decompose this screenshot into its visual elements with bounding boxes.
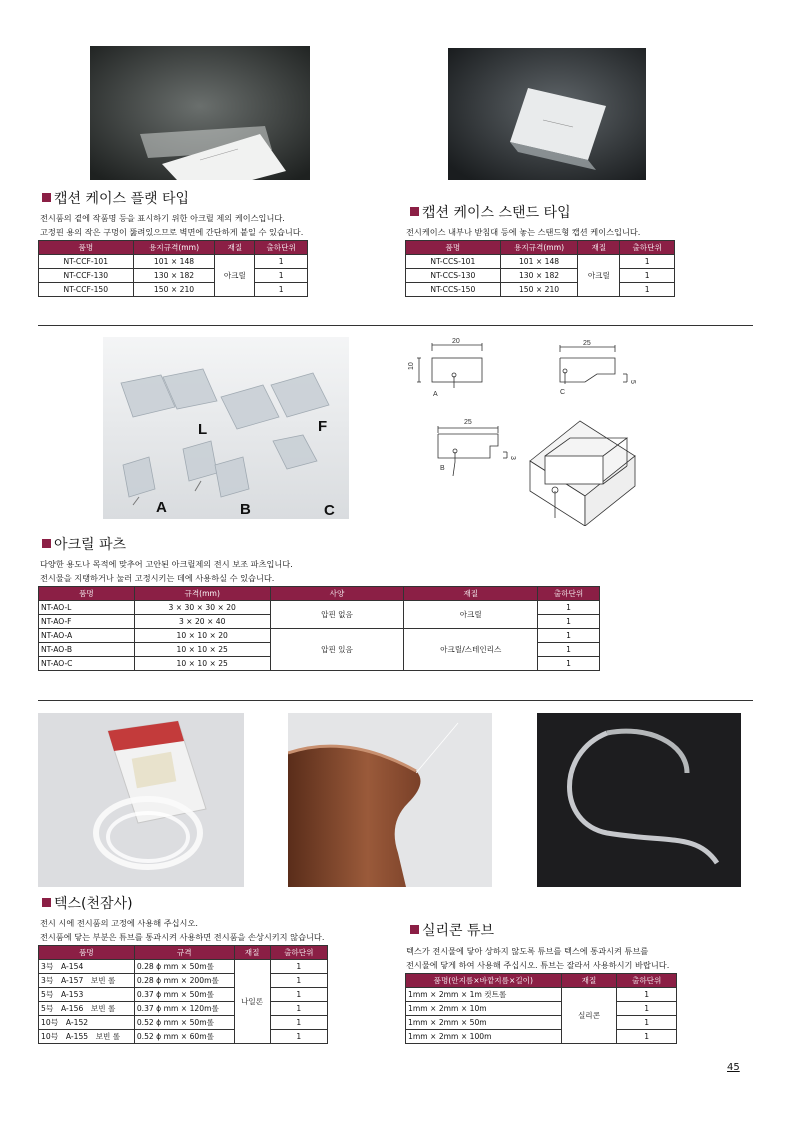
table-header: 품명 bbox=[39, 946, 135, 960]
photo-label-c: C bbox=[324, 502, 335, 519]
table-row: NT-CCS-130 130 × 182 1 bbox=[406, 269, 675, 283]
silicone-tube-photo bbox=[537, 713, 741, 887]
material-cell: 아크릴 bbox=[404, 601, 538, 629]
table-row: 5号 A-156 보빈 롤 0.37 ϕ mm × 120m롤 1 bbox=[39, 1002, 328, 1016]
table-row: 1mm × 2mm × 100m 1 bbox=[406, 1030, 677, 1044]
caption-case-stand-photo bbox=[448, 48, 646, 180]
table-header: 출하단위 bbox=[270, 946, 327, 960]
table-row: NT-AO-C 10 × 10 × 25 1 bbox=[39, 657, 600, 671]
dim-b-notch: 3 bbox=[509, 456, 516, 460]
table-row: 1mm × 2mm × 10m 1 bbox=[406, 1002, 677, 1016]
section-title-silicone-tube: 실리콘 튜브 bbox=[410, 920, 494, 940]
material-cell: 나일론 bbox=[234, 960, 270, 1044]
table-row: NT-CCF-101 101 × 148 아크릴 1 bbox=[39, 255, 308, 269]
table-header: 품명(안지름×바깥지름×길이) bbox=[406, 974, 562, 988]
dim-c-width: 25 bbox=[583, 340, 591, 347]
section-marker-icon bbox=[410, 925, 419, 934]
photo-label-l: L bbox=[198, 421, 208, 438]
dim-b-width: 25 bbox=[464, 419, 472, 426]
table-row: 1mm × 2mm × 50m 1 bbox=[406, 1016, 677, 1030]
section-title-caption-flat: 캡션 케이스 플랫 타입 bbox=[42, 188, 189, 208]
dim-a-width: 20 bbox=[452, 338, 460, 345]
section-desc: 전시물에 닿게 하여 사용해 주십시오. 튜브는 잘라서 사용하시기 바랍니다. bbox=[406, 960, 670, 970]
diagram-label-b: B bbox=[440, 465, 445, 472]
material-cell: 실리콘 bbox=[561, 988, 617, 1044]
section-marker-icon bbox=[42, 539, 51, 548]
table-header: 출하단위 bbox=[255, 241, 308, 255]
table-header: 재질 bbox=[234, 946, 270, 960]
caption-flat-table bbox=[38, 240, 308, 297]
table-row: 3号 A-157 보빈 롤 0.28 ϕ mm × 200m롤 1 bbox=[39, 974, 328, 988]
section-title-caption-stand: 캡션 케이스 스탠드 타입 bbox=[410, 202, 571, 222]
table-row: 3号 A-154 0.28 ϕ mm × 50m롤 나일론 1 bbox=[39, 960, 328, 974]
table-row: NT-AO-A 10 × 10 × 20 압핀 있음 아크릴/스테인리스 1 bbox=[39, 629, 600, 643]
tex-package-photo bbox=[38, 713, 244, 887]
table-header: 용지규격(mm) bbox=[133, 241, 215, 255]
divider bbox=[38, 325, 753, 326]
material-cell: 아크릴 bbox=[578, 255, 620, 297]
section-desc: 텍스가 전시물에 닿아 상하지 않도록 튜브를 텍스에 통과시켜 튜브를 bbox=[406, 946, 649, 956]
table-row: NT-CCF-150 150 × 210 1 bbox=[39, 283, 308, 297]
table-row: NT-CCF-130 130 × 182 1 bbox=[39, 269, 308, 283]
section-desc: 전시품에 닿는 부분은 튜브를 통과시켜 사용하면 전시품을 손상시키지 않습니다. bbox=[40, 932, 325, 942]
section-desc: 고정핀 용의 작은 구멍이 뚫려있으므로 벽면에 간단하게 붙일 수 있습니다. bbox=[40, 227, 304, 237]
table-row: 10号 A-152 0.52 ϕ mm × 50m롤 1 bbox=[39, 1016, 328, 1030]
section-desc: 다양한 용도나 목적에 맞추어 고안된 아크릴제의 전시 보조 파츠입니다. bbox=[40, 559, 293, 569]
table-header: 품명 bbox=[39, 587, 135, 601]
vase-fixing-photo bbox=[288, 713, 492, 887]
diagram-label-a: A bbox=[433, 391, 438, 398]
photo-label-b: B bbox=[240, 501, 251, 518]
table-header: 출하단위 bbox=[620, 241, 675, 255]
table-row: NT-AO-L 3 × 30 × 30 × 20 압핀 없음 아크릴 1 bbox=[39, 601, 600, 615]
acrylic-parts-photo bbox=[103, 337, 349, 519]
caption-stand-table bbox=[405, 240, 675, 297]
section-marker-icon bbox=[42, 193, 51, 202]
material-cell: 아크릴/스테인리스 bbox=[404, 629, 538, 671]
section-title-acrylic-parts: 아크릴 파츠 bbox=[42, 534, 126, 554]
section-desc: 전시케이스 내부나 받침대 등에 놓는 스탠드형 캡션 케이스입니다. bbox=[406, 227, 641, 237]
table-row: NT-CCS-101 101 × 148 아크릴 1 bbox=[406, 255, 675, 269]
table-header: 품명 bbox=[39, 241, 134, 255]
table-row: 5号 A-153 0.37 ϕ mm × 50m롤 1 bbox=[39, 988, 328, 1002]
acrylic-parts-table bbox=[38, 586, 600, 671]
dim-a-height: 10 bbox=[408, 362, 415, 370]
section-title-tex: 텍스(천잠사) bbox=[42, 893, 133, 913]
parts-dimension-diagram bbox=[405, 336, 645, 526]
table-row: NT-CCS-150 150 × 210 1 bbox=[406, 283, 675, 297]
section-marker-icon bbox=[410, 207, 419, 216]
page-number: 45 bbox=[727, 1062, 740, 1073]
tex-table bbox=[38, 945, 328, 1044]
divider bbox=[38, 700, 753, 701]
table-header: 규격 bbox=[134, 946, 234, 960]
table-header: 출하단위 bbox=[538, 587, 600, 601]
dim-c-notch: 5 bbox=[629, 380, 636, 384]
section-desc: 전시품의 곁에 작품명 등을 표시하기 위한 아크릴 제의 케이스입니다. bbox=[40, 213, 285, 223]
silicone-tube-table bbox=[405, 973, 677, 1044]
section-marker-icon bbox=[42, 898, 51, 907]
section-desc: 전시물을 지탱하거나 눌러 고정시키는 데에 사용하실 수 있습니다. bbox=[40, 573, 275, 583]
photo-label-f: F bbox=[318, 418, 328, 435]
table-header: 품명 bbox=[406, 241, 501, 255]
table-header: 재질 bbox=[215, 241, 255, 255]
photo-label-a: A bbox=[156, 499, 167, 516]
table-header: 출하단위 bbox=[617, 974, 677, 988]
table-row: 10号 A-155 보빈 롤 0.52 ϕ mm × 60m롤 1 bbox=[39, 1030, 328, 1044]
table-header: 규격(mm) bbox=[134, 587, 270, 601]
spec-cell: 압핀 있음 bbox=[270, 629, 404, 671]
spec-cell: 압핀 없음 bbox=[270, 601, 404, 629]
table-header: 재질 bbox=[404, 587, 538, 601]
table-header: 재질 bbox=[578, 241, 620, 255]
table-header: 용지규격(mm) bbox=[500, 241, 578, 255]
material-cell: 아크릴 bbox=[215, 255, 255, 297]
section-desc: 전시 시에 전시품의 고정에 사용해 주십시오. bbox=[40, 918, 198, 928]
table-row: 1mm × 2mm × 1m 컷트롤 실리콘 1 bbox=[406, 988, 677, 1002]
table-row: NT-AO-B 10 × 10 × 25 1 bbox=[39, 643, 600, 657]
table-header: 사양 bbox=[270, 587, 404, 601]
diagram-label-c: C bbox=[560, 389, 566, 396]
table-row: NT-AO-F 3 × 20 × 40 1 bbox=[39, 615, 600, 629]
caption-case-flat-photo bbox=[90, 46, 310, 180]
table-header: 재질 bbox=[561, 974, 617, 988]
